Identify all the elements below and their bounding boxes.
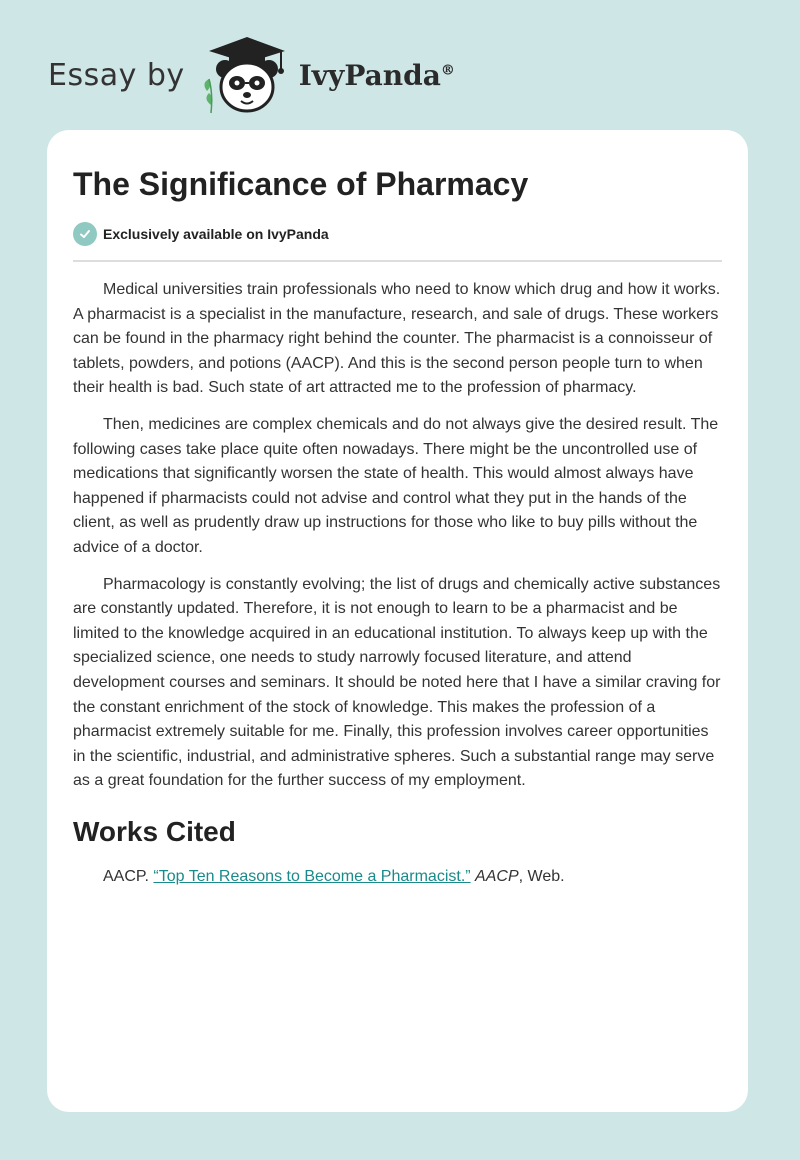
citation-link[interactable]: “Top Ten Reasons to Become a Pharmacist.” (153, 867, 471, 885)
site-header (48, 30, 455, 120)
citation-suffix: , Web. (518, 867, 565, 885)
paragraph: Medical universities train professionals who need to know which drug and how it works. A pharmacist is a specialist in the manufacture, research, and sale of drugs. These workers can be found in the pharmacy right behind the counter. The pharmacist is a connoisseur of tablets, powders, and potions (AACP). And this is the second person people turn to when their health is bad. Such state of art attracted me to the profession of pharmacy. (73, 281, 721, 397)
exclusive-badge (73, 222, 722, 246)
page-title: The Significance of Pharmacy (73, 166, 529, 202)
essay-body (73, 278, 722, 794)
essay-by-label: Essay by (48, 57, 185, 93)
citation-source: AACP (475, 867, 519, 885)
paragraph: Then, medicines are complex chemicals and do not always give the desired result. The following cases take place quite often nowadays. There might be the uncontrolled use of medications that significantly worsen the state of health. This would almost always have happened if pharmacists could not advise and control what they put in the hands of the client, as well as prudently draw up instructions for those who like to buy pills without the advice of a doctor. (73, 415, 719, 556)
ivypanda-logo-icon[interactable] (199, 33, 295, 117)
divider (73, 260, 722, 262)
check-icon (73, 222, 97, 246)
citation (73, 868, 722, 886)
badge-label: Exclusively available on IvyPanda (103, 226, 329, 242)
brand-name[interactable]: IvyPanda® (298, 58, 455, 92)
works-cited-heading: Works Cited (73, 815, 236, 847)
paragraph: Pharmacology is constantly evolving; the list of drugs and chemically active substances are constantly updated. Therefore, it is not enough to learn to be a pharmacist and be limited to the knowledge acquired in an educational institution. To always keep up with the specialized science, one needs to study narrowly focused literature, and attend development courses and seminars. It should be noted here that I have a similar craving for the constant enrichment of the stock of knowledge. This makes the profession of a pharmacist extremely suitable for me. Finally, this profession involves career opportunities in the scientific, industrial, and administrative spheres. Such a substantial range may serve as a great foundation for the further success of my employment. (73, 575, 721, 790)
citation-author: AACP. (103, 867, 149, 885)
essay-card (47, 130, 748, 1112)
